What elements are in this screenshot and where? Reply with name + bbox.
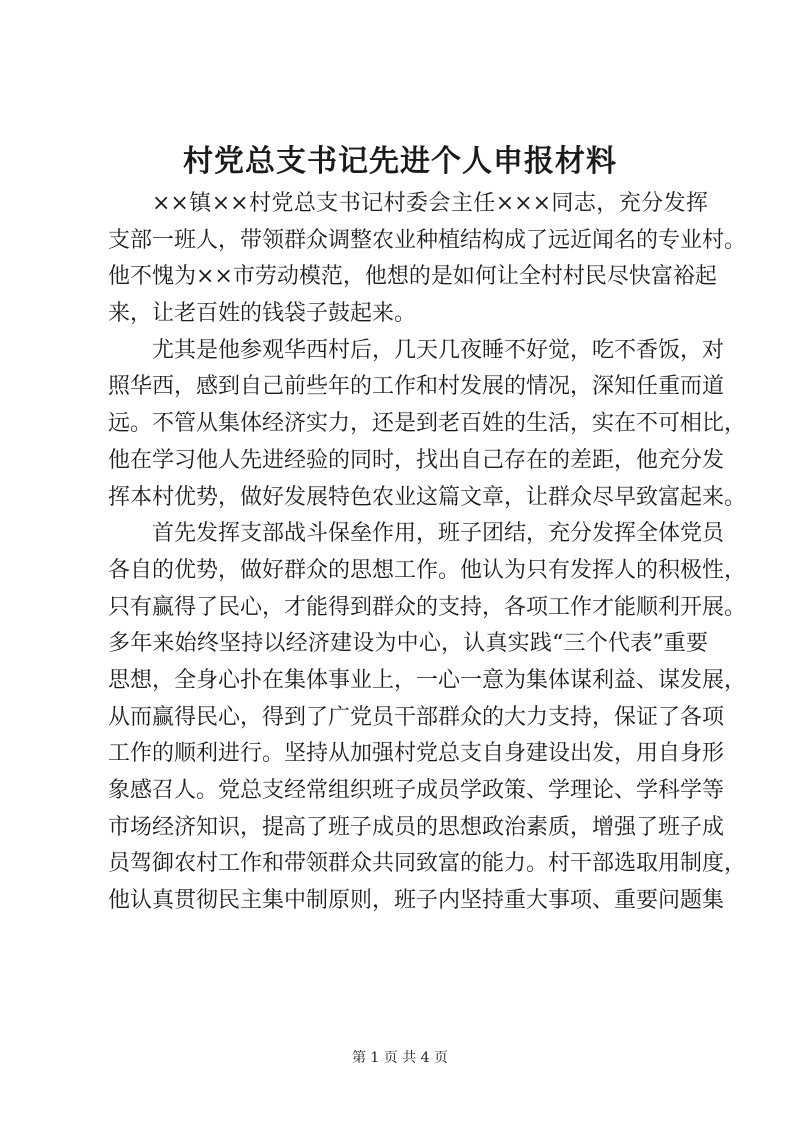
text-line: 只有赢得了民心，才能得到群众的支持，各项工作才能顺利开展。 <box>108 594 747 620</box>
text-line: 他在学习他人先进经验的同时，找出自己存在的差距，他充分发 <box>108 447 725 473</box>
document-title: 村党总支书记先进个人申报材料 <box>183 144 617 179</box>
paragraph <box>108 333 747 516</box>
text-line: 他认真贯彻民主集中制原则，班子内坚持重大事项、重要问题集 <box>108 888 725 914</box>
text-line: 从而赢得民心，得到了广党员干部群众的大力支持，保证了各项 <box>108 704 725 730</box>
text-line: 思想，全身心扑在集体事业上，一心一意为集体谋利益、谋发展， <box>108 667 747 693</box>
text-line: 支部一班人，带领群众调整农业种植结构成了远近闻名的专业村。 <box>108 227 747 253</box>
text-line: 首先发挥支部战斗保垒作用，班子团结，充分发挥全体党员 <box>152 521 725 547</box>
text-line: 多年来始终坚持以经济建设为中心，认真实践“三个代表”重要 <box>108 631 708 657</box>
text-line: ××镇××村党总支书记村委会主任×××同志，充分发挥 <box>152 191 708 216</box>
paragraph <box>108 516 747 920</box>
text-line: 员驾御农村工作和带领群众共同致富的能力。村干部选取用制度， <box>108 851 747 877</box>
text-line: 挥本村优势，做好发展特色农业这篇文章，让群众尽早致富起来。 <box>108 484 747 510</box>
text-line: 各自的优势，做好群众的思想工作。他认为只有发挥人的积极性， <box>108 557 747 583</box>
paragraph <box>108 186 747 333</box>
text-line: 尤其是他参观华西村后，几天几夜睡不好觉，吃不香饭，对 <box>152 337 725 363</box>
page-footer: 第 1 页 共 4 页 <box>351 1050 449 1066</box>
text-line: 远。不管从集体经济实力，还是到老百姓的生活，实在不可相比， <box>108 411 747 437</box>
text-line: 照华西，感到自己前些年的工作和村发展的情况，深知任重而道 <box>108 374 725 400</box>
text-line: 他不愧为××市劳动模范，他想的是如何让全村村民尽快富裕起 <box>108 264 717 290</box>
text-line: 来，让老百姓的钱袋子鼓起来。 <box>108 301 417 327</box>
text-line: 市场经济知识，提高了班子成员的思想政治素质，增强了班子成 <box>108 814 725 840</box>
text-line: 象感召人。党总支经常组织班子成员学政策、学理论、学科学等 <box>108 778 725 803</box>
document-body <box>108 186 747 920</box>
text-line: 工作的顺利进行。坚持从加强村党总支自身建设出发，用自身形 <box>108 741 725 767</box>
